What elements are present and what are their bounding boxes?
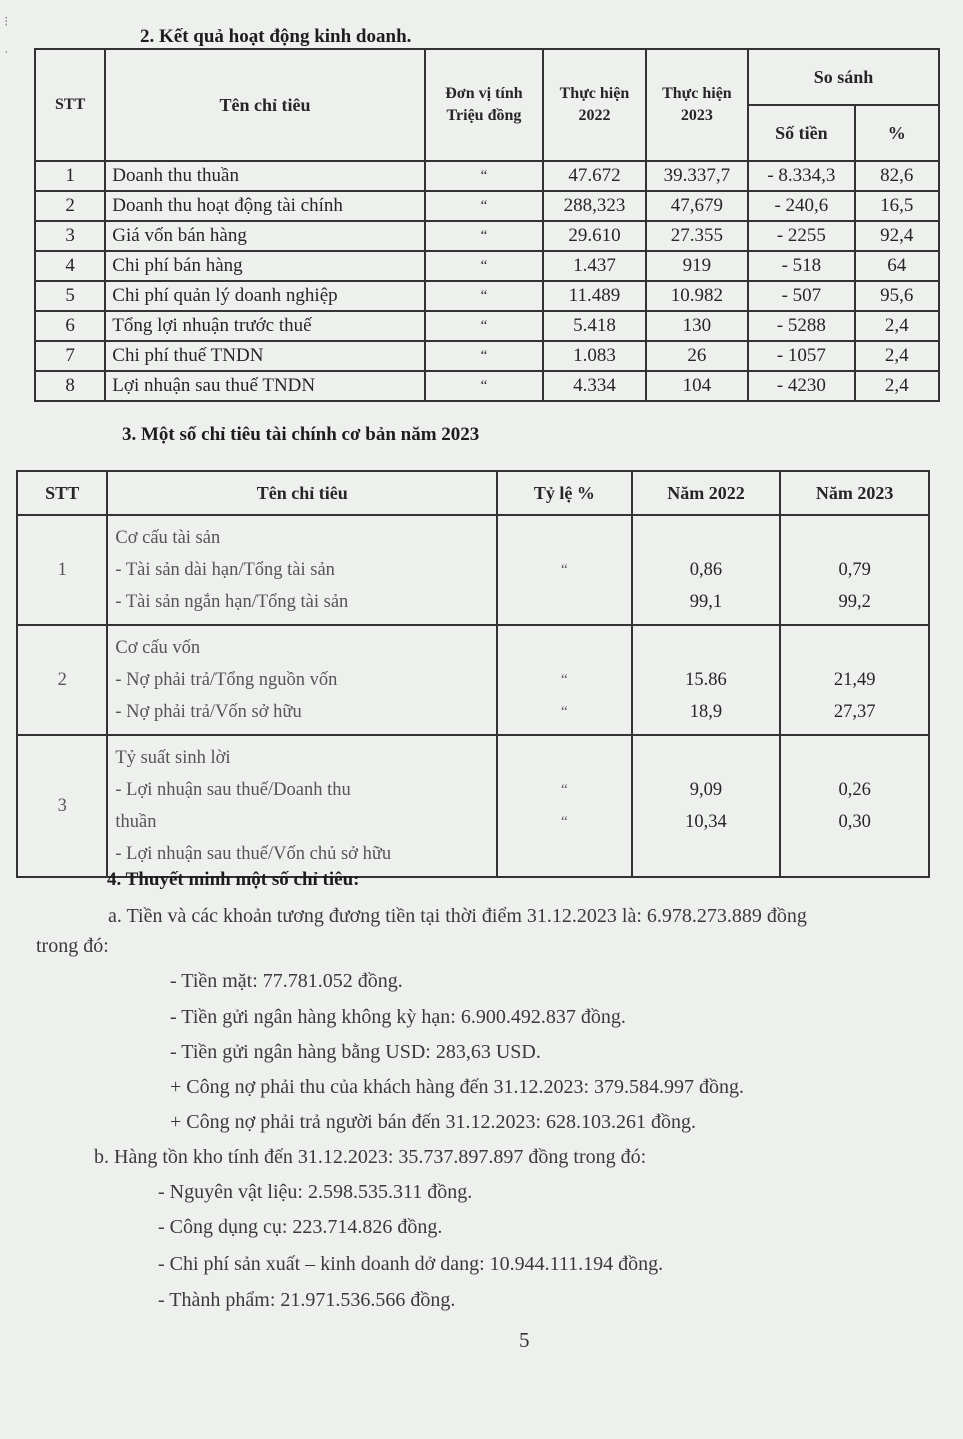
group-units [497, 515, 632, 625]
header-compare: So sánh [748, 49, 939, 105]
table-header-row [35, 49, 939, 105]
item-unit: “ [561, 672, 568, 688]
row-2022: 11.489 [543, 281, 645, 311]
row-amount: - 5288 [748, 311, 854, 341]
row-2023: 10.982 [646, 281, 748, 311]
row-unit: “ [425, 221, 544, 251]
row-unit: “ [425, 161, 544, 191]
item-2023: 0,79 [838, 560, 871, 580]
table-row [17, 625, 929, 735]
group-2022 [632, 625, 781, 735]
binding-mark: ⁝ [4, 15, 9, 30]
item-label-cont: thuần [115, 812, 157, 832]
page-number: 5 [519, 1328, 530, 1352]
header-2022: Thực hiện 2022 [543, 49, 645, 161]
note-a-item: + Công nợ phải trả người bán đến 31.12.2023: 628.103.261 đồng. [170, 1111, 697, 1133]
row-stt: 6 [35, 311, 105, 341]
header-name: Tên chỉ tiêu [105, 49, 424, 161]
group-units [497, 625, 632, 735]
row-name: Chi phí bán hàng [105, 251, 424, 281]
row-2023: 130 [646, 311, 748, 341]
note-a-item: - Tiền gửi ngân hàng không kỳ hạn: 6.900.492.837 đồng. [170, 1006, 626, 1028]
item-label: - Lợi nhuận sau thuế/Vốn chủ sở hữu [115, 844, 392, 864]
table-row [17, 515, 929, 625]
item-unit: “ [561, 704, 568, 720]
note-b-item: - Nguyên vật liệu: 2.598.535.311 đồng. [158, 1181, 473, 1203]
header-percent: % [855, 105, 939, 161]
row-percent: 2,4 [855, 371, 939, 401]
section-3-heading: 3. Một số chỉ tiêu tài chính cơ bản năm 2023 [122, 424, 480, 445]
row-2022: 1.083 [543, 341, 645, 371]
row-name: Lợi nhuận sau thuế TNDN [105, 371, 424, 401]
row-unit: “ [425, 371, 544, 401]
item-2022: 0,86 [689, 560, 723, 580]
row-amount: - 507 [748, 281, 854, 311]
table-row [35, 161, 939, 191]
table-row [35, 341, 939, 371]
group-items [107, 735, 497, 877]
table-header-row [17, 471, 929, 515]
item-label: - Nợ phải trả/Tổng nguồn vốn [115, 670, 338, 690]
header-2023: Thực hiện 2023 [646, 49, 748, 161]
group-title: Cơ cấu vốn [115, 638, 201, 658]
row-percent: 2,4 [855, 341, 939, 371]
group-2022 [632, 735, 781, 877]
item-unit: “ [561, 782, 568, 798]
row-percent: 64 [855, 251, 939, 281]
group-2023 [780, 735, 929, 877]
note-b-item: - Chi phí sản xuất – kinh doanh dở dang: 10.944.111.194 đồng. [158, 1253, 664, 1275]
item-label: - Nợ phải trả/Vốn sở hữu [115, 702, 302, 722]
binding-mark: · [4, 46, 9, 61]
table-row [35, 191, 939, 221]
financial-ratios-table [16, 470, 930, 878]
row-stt: 3 [35, 221, 105, 251]
group-items [107, 515, 497, 625]
item-label: - Lợi nhuận sau thuế/Doanh thu [115, 780, 351, 800]
row-stt: 8 [35, 371, 105, 401]
row-name: Doanh thu hoạt động tài chính [105, 191, 424, 221]
note-b-intro: b. Hàng tồn kho tính đến 31.12.2023: 35.737.897.897 đồng trong đó: [94, 1146, 647, 1168]
row-amount: - 8.334,3 [748, 161, 854, 191]
note-a-intro-cont: trong đó: [36, 935, 109, 957]
row-name: Doanh thu thuần [105, 161, 424, 191]
note-b-item: - Thành phẩm: 21.971.536.566 đồng. [158, 1289, 456, 1311]
row-stt: 2 [35, 191, 105, 221]
note-a-item: - Tiền mặt: 77.781.052 đồng. [170, 970, 403, 992]
item-2022: 99,1 [689, 592, 723, 612]
row-name: Tổng lợi nhuận trước thuế [105, 311, 424, 341]
row-stt: 5 [35, 281, 105, 311]
header-ratio: Tỷ lệ % [497, 471, 632, 515]
header-2023: Năm 2023 [780, 471, 929, 515]
row-2023: 919 [646, 251, 748, 281]
item-2023: 21,49 [833, 670, 876, 690]
row-2022: 1.437 [543, 251, 645, 281]
group-title: Cơ cấu tài sản [115, 528, 221, 548]
item-label: - Tài sản dài hạn/Tổng tài sản [115, 560, 335, 580]
row-percent: 95,6 [855, 281, 939, 311]
row-stt: 4 [35, 251, 105, 281]
group-items [107, 625, 497, 735]
row-2023: 26 [646, 341, 748, 371]
row-unit: “ [425, 281, 544, 311]
row-name: Chi phí quản lý doanh nghiệp [105, 281, 424, 311]
table-row [35, 221, 939, 251]
item-2022: 9,09 [689, 780, 723, 800]
row-2023: 27.355 [646, 221, 748, 251]
row-percent: 2,4 [855, 311, 939, 341]
row-name: Chi phí thuế TNDN [105, 341, 424, 371]
row-name: Giá vốn bán hàng [105, 221, 424, 251]
row-2022: 47.672 [543, 161, 645, 191]
row-amount: - 518 [748, 251, 854, 281]
row-amount: - 1057 [748, 341, 854, 371]
table-row [17, 735, 929, 877]
table-row [35, 281, 939, 311]
item-2023: 0,26 [838, 780, 871, 800]
note-a-item: + Công nợ phải thu của khách hàng đến 31.12.2023: 379.584.997 đồng. [170, 1076, 745, 1098]
row-2022: 288,323 [543, 191, 645, 221]
note-a-item: - Tiền gửi ngân hàng bằng USD: 283,63 USD. [170, 1041, 541, 1063]
row-unit: “ [425, 311, 544, 341]
row-2023: 47,679 [646, 191, 748, 221]
row-2023: 104 [646, 371, 748, 401]
table-row [35, 251, 939, 281]
item-2022: 18,9 [689, 702, 723, 722]
group-stt: 3 [17, 735, 107, 877]
group-2022 [632, 515, 781, 625]
row-2022: 29.610 [543, 221, 645, 251]
header-unit: Đơn vị tính Triệu đồng [425, 49, 544, 161]
note-b-item: - Công dụng cụ: 223.714.826 đồng. [158, 1216, 443, 1238]
item-label: - Tài sản ngắn hạn/Tổng tài sản [115, 592, 349, 612]
row-2022: 5.418 [543, 311, 645, 341]
row-percent: 16,5 [855, 191, 939, 221]
item-2023: 0,30 [838, 812, 871, 832]
item-unit: “ [561, 814, 568, 830]
item-2022: 10,34 [685, 812, 727, 832]
header-2022: Năm 2022 [632, 471, 781, 515]
header-stt: STT [35, 49, 105, 161]
group-stt: 2 [17, 625, 107, 735]
header-stt: STT [17, 471, 107, 515]
header-amount: Số tiền [748, 105, 854, 161]
group-title: Tỷ suất sinh lời [115, 748, 231, 768]
group-2023 [780, 515, 929, 625]
table-row [35, 311, 939, 341]
note-a-intro: a. Tiền và các khoản tương đương tiền tại thời điểm 31.12.2023 là: 6.978.273.889 đồng [108, 905, 807, 927]
header-name: Tên chỉ tiêu [107, 471, 497, 515]
row-unit: “ [425, 191, 544, 221]
row-unit: “ [425, 251, 544, 281]
item-2023: 27,37 [833, 702, 876, 722]
item-2022: 15.86 [685, 670, 727, 690]
row-amount: - 2255 [748, 221, 854, 251]
group-2023 [780, 625, 929, 735]
group-units [497, 735, 632, 877]
group-stt: 1 [17, 515, 107, 625]
row-stt: 7 [35, 341, 105, 371]
table-row [35, 371, 939, 401]
row-stt: 1 [35, 161, 105, 191]
business-results-table [34, 48, 940, 402]
item-unit: “ [561, 562, 568, 578]
row-2023: 39.337,7 [646, 161, 748, 191]
row-2022: 4.334 [543, 371, 645, 401]
row-percent: 92,4 [855, 221, 939, 251]
section-2-heading: 2. Kết quả hoạt động kinh doanh. [140, 26, 412, 47]
row-amount: - 240,6 [748, 191, 854, 221]
row-unit: “ [425, 341, 544, 371]
row-percent: 82,6 [855, 161, 939, 191]
section-4-heading: 4. Thuyết minh một số chỉ tiêu: [107, 869, 360, 890]
item-2023: 99,2 [838, 592, 871, 612]
row-amount: - 4230 [748, 371, 854, 401]
